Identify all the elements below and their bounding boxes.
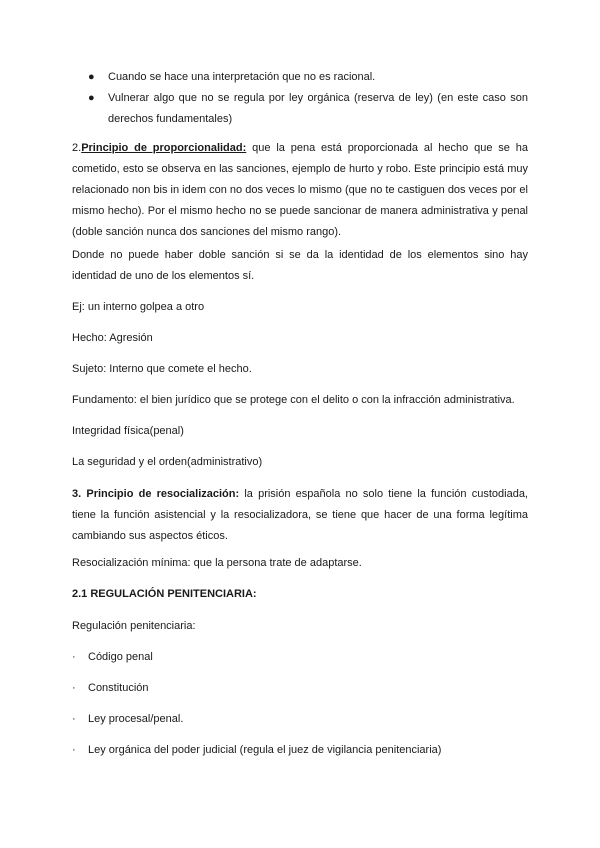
- list-item-text: Cuando se hace una interpretación que no es racional.: [108, 71, 376, 83]
- paragraph-resocializacion: [72, 484, 528, 547]
- bullet-marker: ·: [72, 713, 76, 725]
- paragraph-sujeto: Sujeto: Interno que comete el hecho.: [72, 363, 252, 375]
- principle-title: 3. Principio de resocialización:: [72, 488, 240, 500]
- paragraph-ejemplo: Ej: un interno golpea a otro: [72, 301, 205, 313]
- list-item: [88, 88, 528, 130]
- list-item: [72, 740, 528, 761]
- paragraph-hecho: Hecho: Agresión: [72, 332, 153, 344]
- list-item: [88, 67, 528, 88]
- list-item: [72, 647, 528, 668]
- bullet-marker: ●: [88, 71, 95, 83]
- paragraph-doble-sancion: Donde no puede haber doble sanción si se da la identidad de los elementos sino hay identidad de uno de los elementos sí.: [72, 249, 528, 282]
- bullet-marker: ●: [88, 92, 95, 104]
- list-item-text: Ley orgánica del poder judicial (regula el juez de vigilancia penitenciaria): [88, 744, 442, 756]
- list-item-text: Código penal: [88, 651, 153, 663]
- paragraph-body: que la pena está proporcionada al hecho que se ha cometido, esto se observa en las sanciones, ejemplo de hurto y robo. Este principio está muy relacionado non bis in idem con no dos veces lo mismo (que no te castiguen dos veces por el mismo hecho). Por el mismo hecho no se puede sancionar de manera administrativa y penal (doble sanción nunca dos sanciones del mismo rango).: [72, 142, 528, 238]
- bullet-marker: ·: [72, 682, 76, 694]
- paragraph-proporcionalidad: [72, 138, 528, 243]
- bullet-marker: ·: [72, 744, 76, 756]
- paragraph-integridad: Integridad física(penal): [72, 425, 184, 437]
- paragraph-resocializacion-minima: Resocialización mínima: que la persona trate de adaptarse.: [72, 557, 362, 569]
- paragraph-fundamento: Fundamento: el bien jurídico que se protege con el delito o con la infracción administrativa.: [72, 394, 515, 406]
- list-item-text: Ley procesal/penal.: [88, 713, 184, 725]
- paragraph-regulacion-label: Regulación penitenciaria:: [72, 620, 196, 632]
- list-item: [72, 709, 528, 730]
- section-number: 2.: [72, 142, 82, 154]
- bullet-marker: ·: [72, 651, 76, 663]
- paragraph-seguridad: La seguridad y el orden(administrativo): [72, 456, 263, 468]
- principle-title: Principio de proporcionalidad:: [81, 142, 247, 154]
- paragraph-body: la prisión española no solo tiene la función custodiada, tiene la función asistencial y la resocializadora, se tiene que hacer de una forma legítima cambiando sus aspectos éticos.: [72, 488, 528, 542]
- list-item-text: Vulnerar algo que no se regula por ley orgánica (reserva de ley) (en este caso son derechos fundamentales): [108, 92, 528, 125]
- list-item-text: Constitución: [88, 682, 149, 694]
- section-heading: 2.1 REGULACIÓN PENITENCIARIA:: [72, 588, 257, 600]
- list-item: [72, 678, 528, 699]
